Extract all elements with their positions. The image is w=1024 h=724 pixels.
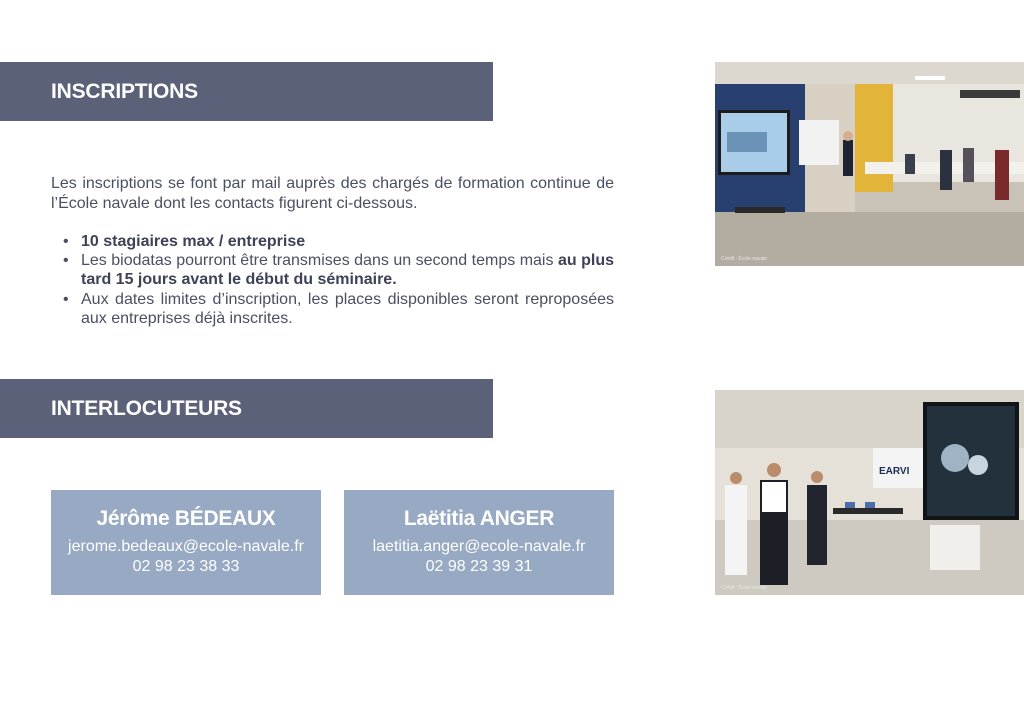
section-header-inscriptions (0, 62, 493, 121)
contact-card (344, 490, 614, 595)
section-title-interlocuteurs: INTERLOCUTEURS (51, 396, 242, 420)
bullet-bold-text: 10 stagiaires max / entreprise (81, 233, 306, 250)
inscriptions-intro-paragraph: Les inscriptions se font par mail auprès des chargés de formation continue de l’École navale dont les contacts figurent ci-dessous. (51, 175, 614, 212)
classroom-photo-illustration (715, 62, 1024, 266)
contact-phone: 02 98 23 38 33 (132, 558, 240, 575)
section-title-inscriptions: INSCRIPTIONS (51, 79, 198, 103)
vr-lab-photo (715, 390, 1024, 595)
contact-phone: 02 98 23 39 31 (425, 558, 533, 575)
photo-credit: Crédit : École navale (721, 585, 768, 591)
contact-card (51, 490, 321, 595)
bullet-item (51, 251, 614, 289)
bullet-item (51, 232, 614, 251)
vr-lab-photo-illustration (715, 390, 1024, 595)
contact-name: Jérôme BÉDEAUX (96, 507, 276, 530)
section-header-interlocuteurs (0, 379, 493, 438)
bullet-bold-text: au plus tard 15 jours avant le début du séminaire. (81, 252, 614, 289)
bullet-item (51, 290, 614, 328)
contact-name: Laëtitia ANGER (403, 507, 555, 530)
bullet-text: Aux dates limites d’inscription, les places disponibles seront reproposées aux entreprises déjà inscrites. (81, 290, 614, 327)
classroom-photo (715, 62, 1024, 266)
contact-email[interactable]: laetitia.anger@ecole-navale.fr (372, 538, 586, 555)
earvi-sign: EARVI (879, 466, 910, 477)
inscriptions-bullet-list (51, 232, 614, 328)
photo-credit: Crédit : École navale (721, 256, 768, 262)
bullet-text: Les biodatas pourront être transmises dans un second temps mais (81, 252, 558, 270)
contact-email[interactable]: jerome.bedeaux@ecole-navale.fr (68, 538, 304, 555)
